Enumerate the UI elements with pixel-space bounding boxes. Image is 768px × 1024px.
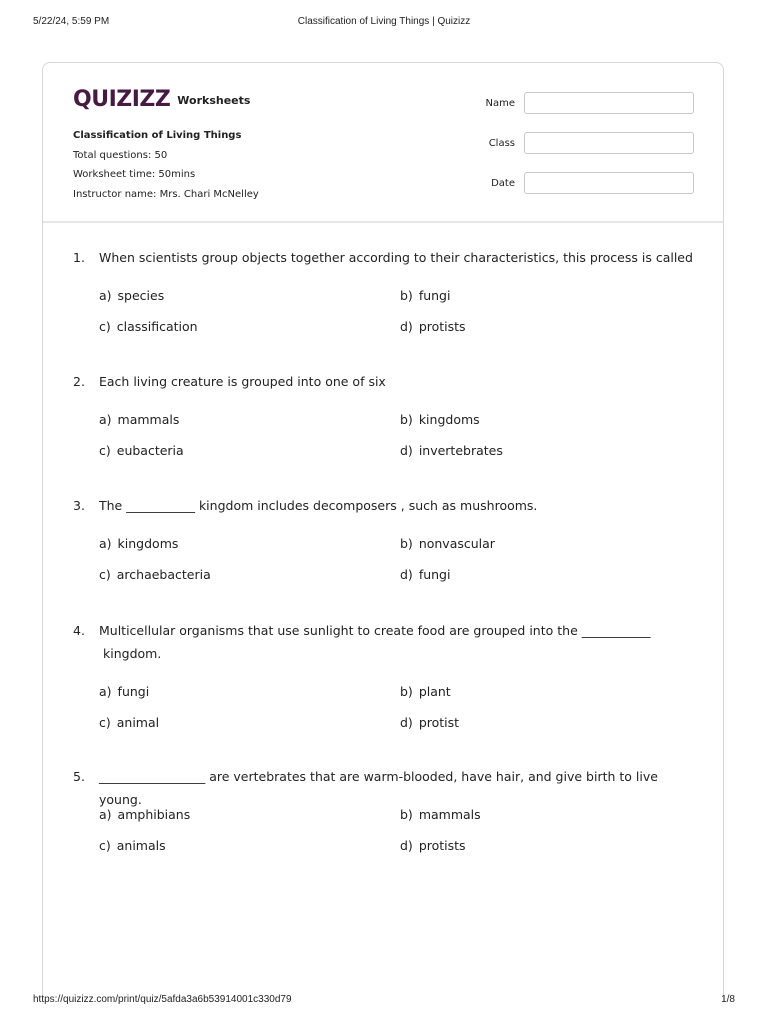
- option-d: [400, 714, 459, 732]
- option-text: fungi: [418, 288, 451, 303]
- option-text: eubacteria: [116, 443, 184, 458]
- option-a: [99, 683, 149, 701]
- date-field[interactable]: [524, 172, 694, 194]
- name-field[interactable]: [524, 92, 694, 114]
- question-text-continuation: kingdom.: [103, 646, 162, 661]
- worksheet-page: [42, 62, 724, 1002]
- option-c: [99, 318, 198, 336]
- option-d: [400, 318, 466, 336]
- option-text: kingdoms: [117, 536, 179, 551]
- option-d: [400, 442, 503, 460]
- worksheet-header: [43, 63, 723, 223]
- option-d: [400, 837, 466, 855]
- print-page-number: 1/8: [721, 994, 735, 1005]
- option-letter: c): [99, 838, 111, 853]
- question-number: 4.: [73, 623, 85, 638]
- option-b: [400, 411, 480, 429]
- option-a: [99, 287, 164, 305]
- logo-product-name: Worksheets: [177, 93, 251, 107]
- option-letter: d): [400, 838, 413, 853]
- option-text: invertebrates: [418, 443, 503, 458]
- date-row: [473, 172, 695, 196]
- option-letter: d): [400, 319, 413, 334]
- question-text-line: Each living creature is grouped into one of six: [99, 374, 386, 389]
- question-text-line: When scientists group objects together according to their characteristics, this process is called: [99, 250, 693, 265]
- option-text: animals: [116, 838, 166, 853]
- option-letter: c): [99, 319, 111, 334]
- class-field[interactable]: [524, 132, 694, 154]
- instructor-name: Instructor name: Mrs. Chari McNelley: [73, 188, 259, 200]
- print-url: https://quizizz.com/print/quiz/5afda3a6b53914001c330d79: [33, 994, 292, 1005]
- option-letter: b): [400, 412, 413, 427]
- option-d: [400, 566, 450, 584]
- worksheet-meta: [73, 126, 259, 204]
- option-text: archaebacteria: [116, 567, 211, 582]
- option-letter: b): [400, 288, 413, 303]
- option-letter: b): [400, 684, 413, 699]
- question-text: [99, 370, 699, 393]
- question-text: [99, 765, 699, 811]
- question-text-line: Multicellular organisms that use sunlight to create food are grouped into the ___________: [99, 623, 651, 638]
- option-text: fungi: [117, 684, 150, 699]
- print-footer: [0, 994, 768, 1008]
- question-number: 1.: [73, 250, 85, 265]
- option-text: protists: [418, 319, 466, 334]
- quizizz-logo: [73, 85, 250, 113]
- logo-wordmark: QUIZIZZ: [73, 86, 171, 112]
- option-letter: d): [400, 443, 413, 458]
- class-row: [473, 132, 695, 156]
- option-b: [400, 535, 495, 553]
- option-text: plant: [418, 684, 451, 699]
- option-letter: c): [99, 715, 111, 730]
- option-text: classification: [116, 319, 198, 334]
- class-label: Class: [488, 138, 515, 149]
- option-c: [99, 837, 166, 855]
- worksheet-time: Worksheet time: 50mins: [73, 169, 196, 180]
- option-letter: d): [400, 567, 413, 582]
- question-text: [99, 246, 699, 269]
- option-a: [99, 411, 179, 429]
- name-row: [473, 92, 695, 116]
- option-text: species: [117, 288, 165, 303]
- option-letter: a): [99, 412, 112, 427]
- print-page-title: Classification of Living Things | Quizizz: [297, 16, 471, 27]
- question-text-line: _________________ are vertebrates that are warm-blooded, have hair, and give birth to live young.: [99, 769, 658, 807]
- print-datetime: 5/22/24, 5:59 PM: [33, 16, 110, 27]
- print-header: [0, 16, 768, 30]
- option-a: [99, 535, 178, 553]
- option-letter: a): [99, 288, 112, 303]
- option-c: [99, 714, 159, 732]
- option-b: [400, 806, 481, 824]
- option-text: protists: [418, 838, 466, 853]
- option-text: animal: [116, 715, 160, 730]
- option-text: amphibians: [117, 807, 191, 822]
- option-text: fungi: [418, 567, 451, 582]
- option-a: [99, 806, 190, 824]
- option-c: [99, 566, 211, 584]
- option-c: [99, 442, 184, 460]
- date-label: Date: [491, 178, 515, 189]
- option-letter: a): [99, 684, 112, 699]
- name-label: Name: [485, 98, 515, 109]
- option-letter: d): [400, 715, 413, 730]
- option-letter: c): [99, 443, 111, 458]
- question-number: 2.: [73, 374, 85, 389]
- option-text: nonvascular: [418, 536, 495, 551]
- total-questions: Total questions: 50: [73, 149, 168, 161]
- question-number: 5.: [73, 769, 85, 784]
- worksheet-title: Classification of Living Things: [73, 130, 242, 141]
- option-letter: c): [99, 567, 111, 582]
- option-letter: a): [99, 536, 112, 551]
- option-text: mammals: [418, 807, 481, 822]
- option-letter: b): [400, 536, 413, 551]
- option-text: kingdoms: [418, 412, 480, 427]
- question-text: [99, 619, 699, 665]
- question-text: [99, 494, 699, 517]
- option-letter: b): [400, 807, 413, 822]
- option-b: [400, 287, 450, 305]
- question-text-line: The ___________ kingdom includes decomposers , such as mushrooms.: [99, 498, 538, 513]
- option-text: mammals: [117, 412, 180, 427]
- option-letter: a): [99, 807, 112, 822]
- question-number: 3.: [73, 498, 85, 513]
- option-b: [400, 683, 451, 701]
- option-text: protist: [418, 715, 460, 730]
